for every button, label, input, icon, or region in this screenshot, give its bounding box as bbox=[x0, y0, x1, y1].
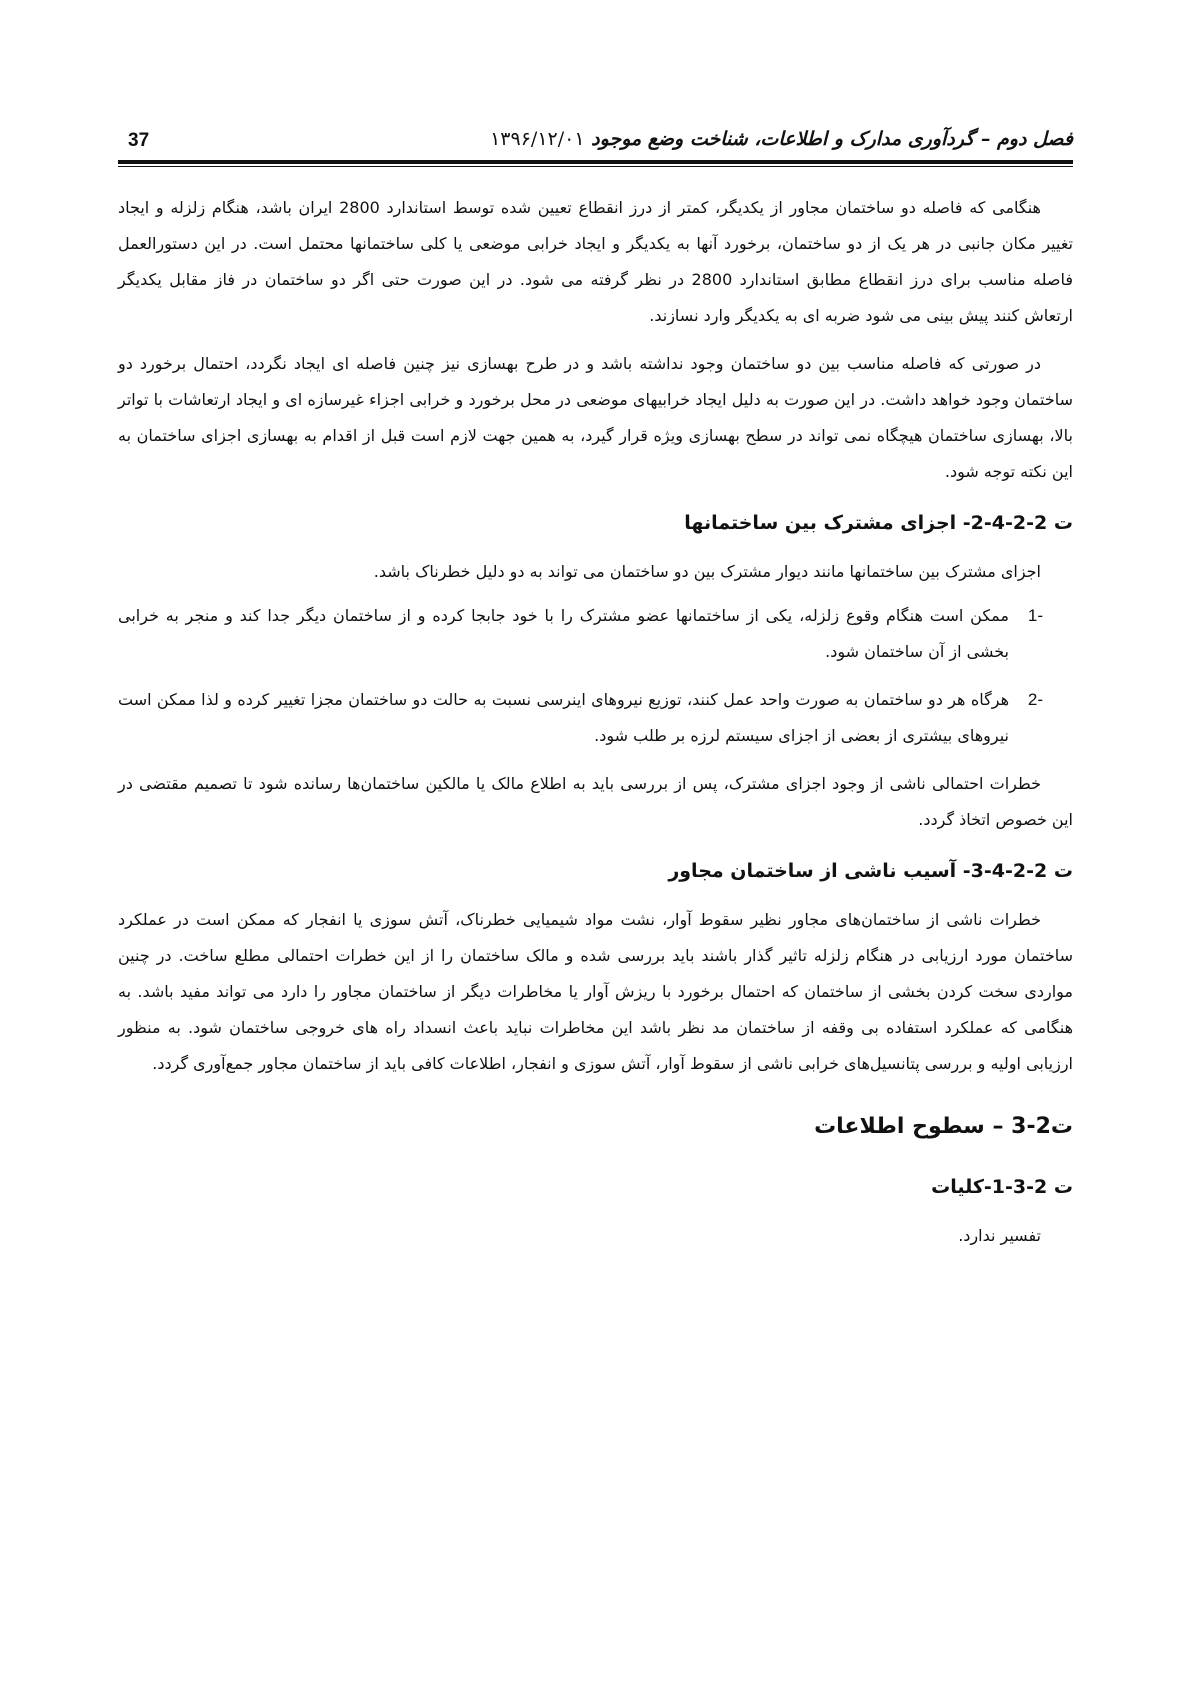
paragraph-gap-1: هنگامی که فاصله دو ساختمان مجاور از یکدیگر، کمتر از درز انقطاع تعیین شده توسط استاندارد 2800 ایران باشد، هنگام زلزله و ایجاد تغییر مکان جانبی در هر یک از دو ساختمان، برخورد آنها به یکدیگر و ایجاد خرابی موضعی یا کلی ساختمانها محتمل است. در این دستورالعمل فاصله مناسب برای درز انقطاع مطابق استاندارد 2800 در نظر گرفته می شود. در این صورت حتی اگر دو ساختمان در فاز مقابل یکدیگر ارتعاش کنند پیش بینی می شود ضربه ای به یکدیگر وارد نسازند. bbox=[118, 198, 1073, 325]
list-item bbox=[118, 598, 1073, 670]
header-date: ۱۳۹۶/۱۲/۰۱ bbox=[490, 128, 585, 150]
chapter-title-text: فصل دوم – گردآوری مدارک و اطلاعات، شناخت وضع موجود bbox=[591, 128, 1073, 150]
list-item bbox=[118, 682, 1073, 754]
heading-general: ت 2-3-1-کلیات bbox=[931, 1176, 1073, 1198]
list-text: هرگاه هر دو ساختمان به صورت واحد عمل کنند، توزیع نیروهای اینرسی نسبت به حالت دو ساختمان مجزا تغییر کرده و لذا ممکن است نیروهای بیشتری از بعضی از اجزای سیستم لرزه بر طلب شود. bbox=[118, 690, 1009, 745]
paragraph-gap-2: در صورتی که فاصله مناسب بین دو ساختمان وجود نداشته باشد و در طرح بهسازی نیز چنین فاصله ای ایجاد نگردد، احتمال برخورد دو ساختمان وجود خواهد داشت. در این صورت به دلیل ایجاد خرابیهای موضعی در محل برخورد و خرابی اجزاء غیرسازه ای و ایجاد ارتعاشات با تواتر بالا، بهسازی ساختمان هیچگاه نمی تواند در سطح بهسازی ویژه قرار گیرد، به همین جهت لازم است قبل از اقدام به بهسازی اجزای ساختمان به این نکته توجه شود. bbox=[118, 354, 1073, 481]
list-text: ممکن است هنگام وقوع زلزله، یکی از ساختمانها عضو مشترک را با خود جابجا کرده و از ساختمان دیگر جدا کند و منجر به خرابی بخشی از آن ساختمان شود. bbox=[118, 606, 1009, 661]
page-body bbox=[118, 180, 1073, 1254]
general-text: تفسیر ندارد. bbox=[958, 1226, 1041, 1245]
heading-adjacent-damage: ت 2-2-4-3- آسیب ناشی از ساختمان مجاور bbox=[668, 860, 1073, 882]
page-number: 37 bbox=[128, 130, 150, 151]
header-rule-thick bbox=[118, 160, 1073, 164]
paragraph-adjacent-damage: خطرات ناشی از ساختمان‌های مجاور نظیر سقوط آوار، نشت مواد شیمیایی خطرناک، آتش سوزی یا انفجار که ممکن است در عملکرد ساختمان مورد ارزیابی در هنگام زلزله تاثیر گذار باشند باید بررسی شده و مالک ساختمان را از این خطرات احتمالی مطلع ساخت. در چنین مواردی سخت کردن بخشی از ساختمان که احتمال برخورد با ریزش آوار یا مخاطرات دیگر از ساختمان مجاور را دارد می تواند مفید باشد. به هنگامی که عملکرد استفاده بی وقفه از ساختمان مد نظر باشد این مخاطرات نباید باعث انسداد راه های خروجی ساختمان شود. به منظور ارزیابی اولیه و بررسی پتانسیل‌های خرابی ناشی از سقوط آوار، آتش سوزی و انفجار، اطلاعات کافی باید از ساختمان مجاور جمع‌آوری گردد. bbox=[118, 910, 1073, 1073]
shared-intro: اجزای مشترک بین ساختمانها مانند دیوار مشترک بین دو ساختمان می تواند به دو دلیل خطرناک باشد. bbox=[373, 562, 1041, 581]
list-number: -2 bbox=[1027, 690, 1043, 709]
list-number: -1 bbox=[1027, 606, 1043, 625]
shared-closing: خطرات احتمالی ناشی از وجود اجزای مشترک، پس از بررسی باید به اطلاع مالک یا مالکین ساختمان‌ها رسانده شود تا تصمیم مقتضی در این خصوص اتخاذ گردد. bbox=[118, 774, 1073, 829]
header-rule-thin bbox=[118, 166, 1073, 167]
heading-shared-components: ت 2-2-4-2- اجزای مشترک بین ساختمانها bbox=[684, 512, 1073, 534]
heading-information-levels: ت2-3 – سطوح اطلاعات bbox=[814, 1114, 1073, 1139]
chapter-title bbox=[490, 128, 1073, 150]
